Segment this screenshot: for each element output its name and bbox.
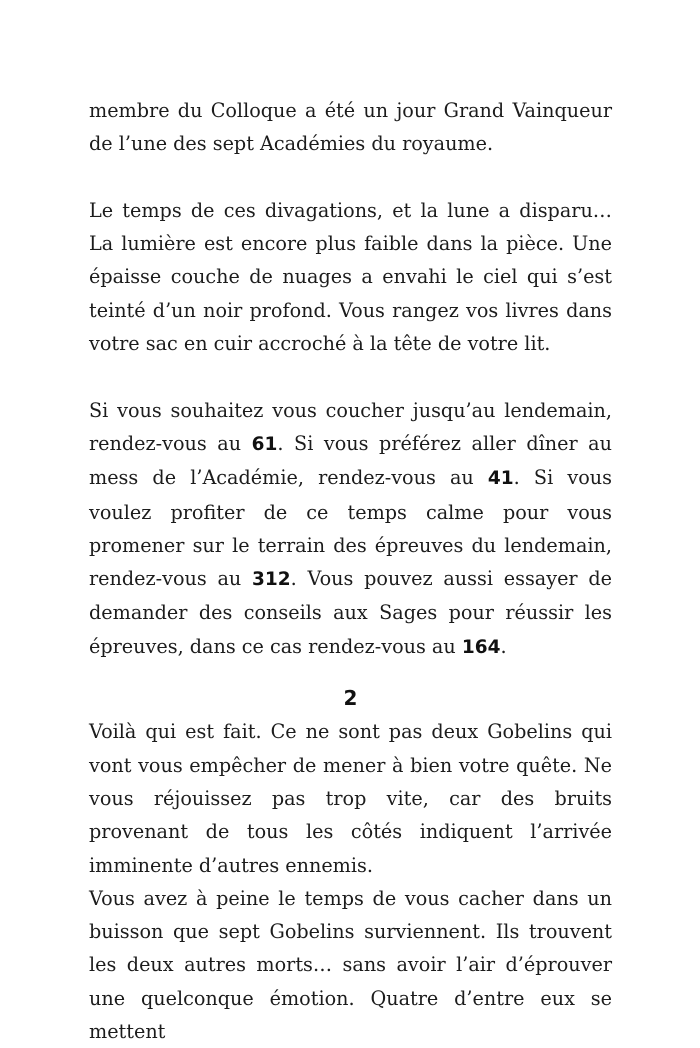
paragraph-spacer — [89, 161, 612, 194]
paragraph-colloque: membre du Colloque a été un jour Grand Vainqueur de l’une des sept Académies du royaume. — [89, 99, 612, 156]
section-reference-164[interactable]: 164 — [461, 636, 501, 658]
paragraph-divagations: Le temps de ces divagations, et la lune a disparu… La lumière est encore plus faible dans la pièce. Une épaisse couche de nuages a envahi le ciel qui s’est teinté d’un noir profond. Vous rangez vos livres dans votre sac en cuir accroché à la tête de votre lit. — [89, 198, 612, 356]
paragraph-gobelins-defeated: Voilà qui est fait. Ce ne sont pas deux Gobelins qui vont vous empêcher de mener à bien votre quête. Ne vous réjouissez pas trop vite, car des bruits provenant de tous les côtés indiquent l’arrivée imminente d’autres ennemis. — [89, 720, 612, 877]
section-reference-41[interactable]: 41 — [487, 468, 514, 490]
choice-text-3: . Si vous voulez profiter de ce temps calme pour vous promener sur le terrain des épreuves du lendemain, rendez-vous au — [89, 466, 612, 591]
paragraph-gobelins-arrive: Vous avez à peine le temps de vous cacher dans un buisson que sept Gobelins surviennent. Ils trouvent les deux autres morts… sans avoir l’air d’éprouver une quelconque émotion. Quatre d’entre eux se mettent — [89, 886, 612, 1044]
section-reference-61[interactable]: 61 — [251, 433, 278, 455]
paragraph-spacer — [89, 360, 612, 393]
choice-text-1: Si vous souhaitez vous coucher jusqu’au lendemain, rendez-vous au — [89, 398, 612, 455]
section-heading-number: 2 — [343, 686, 358, 711]
choice-text-5: . — [500, 634, 507, 658]
section-reference-312[interactable]: 312 — [252, 569, 291, 591]
choice-text-4: . Vous pouvez aussi essayer de demander des conseils aux Sages pour réussir les épreuves, dans ce cas rendez-vous au — [89, 567, 612, 658]
choice-text-2: . Si vous préférez aller dîner au mess de l’Académie, rendez-vous au — [89, 431, 612, 490]
section-spacer — [89, 664, 612, 682]
book-page — [89, 94, 612, 1048]
paragraph-choices — [89, 394, 612, 664]
